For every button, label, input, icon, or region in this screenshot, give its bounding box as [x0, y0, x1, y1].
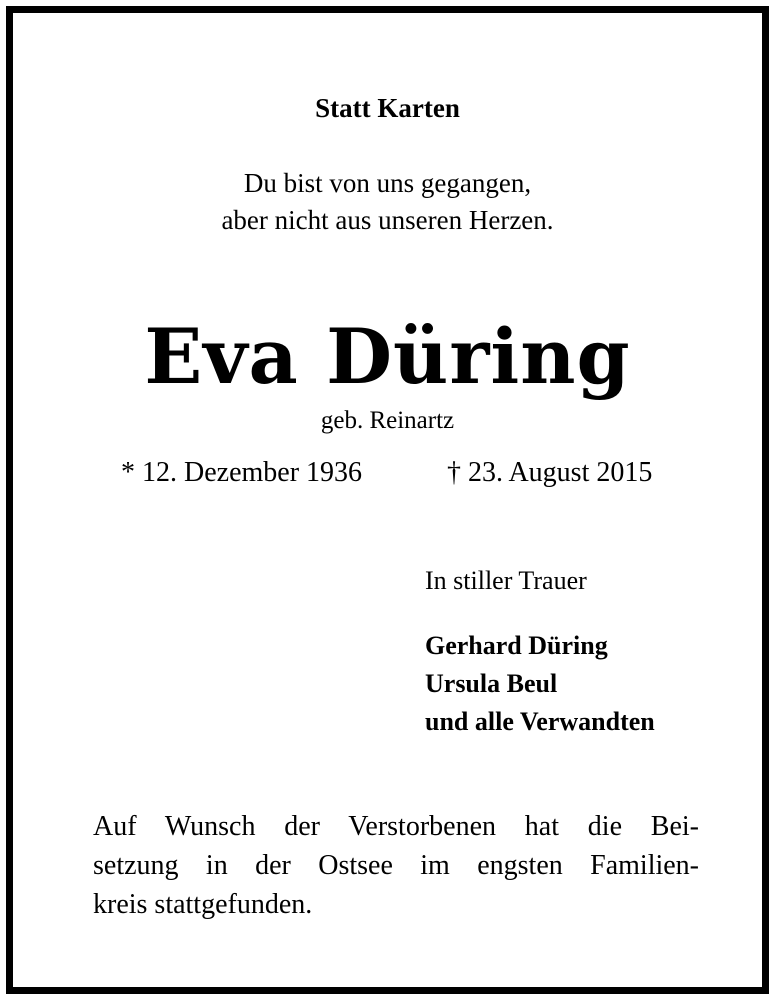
motto-line-1: Du bist von uns gegangen, [243, 168, 532, 198]
death-date: † 23. August 2015 [447, 457, 653, 488]
notice-line-3: kreis stattgefunden. [93, 889, 313, 920]
header-title: Statt Karten [315, 93, 460, 123]
burial-notice [93, 807, 699, 924]
mourner-name: Gerhard Düring [425, 631, 608, 660]
motto-line-2: aber nicht aus unseren Herzen. [221, 205, 554, 235]
mourner-name: und alle Verwandten [425, 707, 655, 736]
birth-date: * 12. Dezember 1936 [121, 457, 363, 488]
obituary-card [6, 6, 769, 994]
mourners-list [425, 627, 655, 741]
notice-line-2: setzung in der Ostsee im engsten Familien- [93, 850, 699, 881]
notice-line-1: Auf Wunsch der Verstorbenen hat die Bei- [93, 811, 699, 842]
maiden-name: geb. Reinartz [320, 407, 455, 434]
mourning-intro: In stiller Trauer [425, 566, 587, 595]
motto [13, 165, 762, 239]
deceased-name: Eva Düring [144, 312, 631, 401]
mourner-name: Ursula Beul [425, 669, 558, 698]
